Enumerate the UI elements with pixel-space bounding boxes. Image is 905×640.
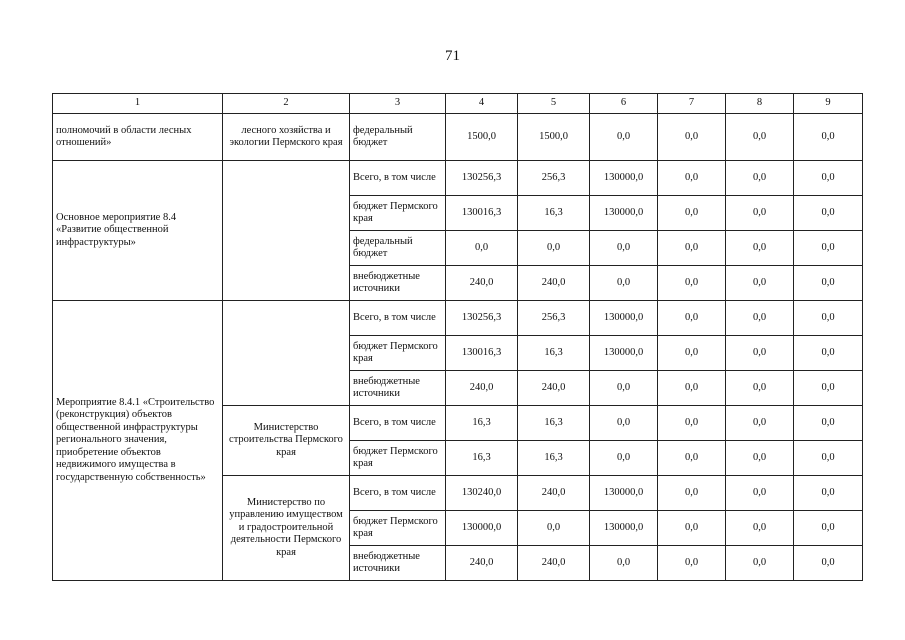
value-cell: 0,0 <box>658 114 726 161</box>
funding-source-cell: Всего, в том числе <box>350 406 446 441</box>
value-cell: 1500,0 <box>446 114 518 161</box>
value-cell: 0,0 <box>726 114 794 161</box>
value-cell: 0,0 <box>794 301 863 336</box>
value-cell: 240,0 <box>446 371 518 406</box>
budget-table <box>52 93 863 581</box>
value-cell: 0,0 <box>794 476 863 511</box>
value-cell: 0,0 <box>794 266 863 301</box>
column-header: 1 <box>53 94 223 114</box>
funding-source-cell: бюджет Пермского края <box>350 196 446 231</box>
value-cell: 0,0 <box>658 196 726 231</box>
value-cell: 130256,3 <box>446 161 518 196</box>
value-cell: 130016,3 <box>446 196 518 231</box>
value-cell: 256,3 <box>518 161 590 196</box>
value-cell: 0,0 <box>726 406 794 441</box>
funding-source-cell: федеральный бюджет <box>350 231 446 266</box>
funding-source-cell: бюджет Пермского края <box>350 511 446 546</box>
value-cell: 0,0 <box>726 511 794 546</box>
executor-cell: лесного хозяйства и экологии Пермского края <box>223 114 350 161</box>
value-cell: 0,0 <box>794 406 863 441</box>
column-header: 5 <box>518 94 590 114</box>
value-cell: 16,3 <box>518 441 590 476</box>
activity-name-cell: полномочий в области лесных отношений» <box>53 114 223 161</box>
value-cell: 0,0 <box>590 406 658 441</box>
value-cell: 130240,0 <box>446 476 518 511</box>
value-cell: 0,0 <box>658 336 726 371</box>
value-cell: 0,0 <box>446 231 518 266</box>
value-cell: 0,0 <box>590 371 658 406</box>
value-cell: 0,0 <box>726 161 794 196</box>
value-cell: 0,0 <box>726 546 794 581</box>
header-row <box>53 94 863 114</box>
value-cell: 0,0 <box>726 336 794 371</box>
value-cell: 0,0 <box>658 231 726 266</box>
funding-source-cell: Всего, в том числе <box>350 476 446 511</box>
value-cell: 0,0 <box>658 161 726 196</box>
value-cell: 0,0 <box>794 231 863 266</box>
value-cell: 0,0 <box>794 161 863 196</box>
column-header: 9 <box>794 94 863 114</box>
value-cell: 0,0 <box>726 441 794 476</box>
value-cell: 130000,0 <box>590 476 658 511</box>
executor-cell: Министерство строительства Пермского края <box>223 406 350 476</box>
value-cell: 0,0 <box>794 371 863 406</box>
value-cell: 0,0 <box>590 231 658 266</box>
value-cell: 0,0 <box>518 231 590 266</box>
value-cell: 240,0 <box>518 476 590 511</box>
activity-name-cell: Основное мероприятие 8.4 «Развитие общественной инфраструктуры» <box>53 161 223 301</box>
value-cell: 0,0 <box>518 511 590 546</box>
activity-name-cell: Мероприятие 8.4.1 «Строительство (реконструкция) объектов общественной инфраструктуры регионального значения, приобретение объектов недвижимого имущества в государственную собственность» <box>53 301 223 581</box>
value-cell: 0,0 <box>590 546 658 581</box>
value-cell: 0,0 <box>726 196 794 231</box>
value-cell: 130000,0 <box>446 511 518 546</box>
value-cell: 0,0 <box>590 266 658 301</box>
column-header: 8 <box>726 94 794 114</box>
value-cell: 0,0 <box>590 114 658 161</box>
funding-source-cell: внебюджетные источники <box>350 266 446 301</box>
column-header: 3 <box>350 94 446 114</box>
table-row <box>53 161 863 196</box>
value-cell: 240,0 <box>518 371 590 406</box>
executor-cell <box>223 161 350 301</box>
value-cell: 130000,0 <box>590 336 658 371</box>
value-cell: 0,0 <box>658 476 726 511</box>
funding-source-cell: бюджет Пермского края <box>350 441 446 476</box>
value-cell: 240,0 <box>446 266 518 301</box>
value-cell: 130000,0 <box>590 196 658 231</box>
table-body <box>53 94 863 581</box>
funding-source-cell: внебюджетные источники <box>350 371 446 406</box>
table-row <box>53 114 863 161</box>
funding-source-cell: бюджет Пермского края <box>350 336 446 371</box>
executor-cell: Министерство по управлению имуществом и градостроительной деятельности Пермского края <box>223 476 350 581</box>
value-cell: 130256,3 <box>446 301 518 336</box>
value-cell: 0,0 <box>726 231 794 266</box>
value-cell: 0,0 <box>726 301 794 336</box>
value-cell: 0,0 <box>794 114 863 161</box>
value-cell: 0,0 <box>794 196 863 231</box>
value-cell: 0,0 <box>658 406 726 441</box>
value-cell: 1500,0 <box>518 114 590 161</box>
value-cell: 0,0 <box>794 336 863 371</box>
value-cell: 0,0 <box>794 546 863 581</box>
column-header: 6 <box>590 94 658 114</box>
value-cell: 130000,0 <box>590 161 658 196</box>
value-cell: 130016,3 <box>446 336 518 371</box>
funding-source-cell: Всего, в том числе <box>350 301 446 336</box>
funding-source-cell: Всего, в том числе <box>350 161 446 196</box>
value-cell: 130000,0 <box>590 511 658 546</box>
funding-source-cell: внебюджетные источники <box>350 546 446 581</box>
value-cell: 16,3 <box>518 196 590 231</box>
value-cell: 0,0 <box>590 441 658 476</box>
value-cell: 16,3 <box>446 441 518 476</box>
value-cell: 240,0 <box>446 546 518 581</box>
value-cell: 256,3 <box>518 301 590 336</box>
page-number: 71 <box>445 48 460 64</box>
value-cell: 0,0 <box>794 511 863 546</box>
table-row <box>53 301 863 336</box>
executor-cell <box>223 301 350 406</box>
value-cell: 16,3 <box>518 406 590 441</box>
value-cell: 0,0 <box>658 511 726 546</box>
funding-source-cell: федеральный бюджет <box>350 114 446 161</box>
column-header: 2 <box>223 94 350 114</box>
value-cell: 240,0 <box>518 546 590 581</box>
value-cell: 240,0 <box>518 266 590 301</box>
value-cell: 16,3 <box>518 336 590 371</box>
value-cell: 16,3 <box>446 406 518 441</box>
column-header: 4 <box>446 94 518 114</box>
value-cell: 0,0 <box>726 266 794 301</box>
value-cell: 0,0 <box>726 476 794 511</box>
value-cell: 0,0 <box>726 371 794 406</box>
value-cell: 0,0 <box>794 441 863 476</box>
value-cell: 0,0 <box>658 546 726 581</box>
value-cell: 0,0 <box>658 371 726 406</box>
value-cell: 130000,0 <box>590 301 658 336</box>
column-header: 7 <box>658 94 726 114</box>
value-cell: 0,0 <box>658 301 726 336</box>
value-cell: 0,0 <box>658 266 726 301</box>
value-cell: 0,0 <box>658 441 726 476</box>
